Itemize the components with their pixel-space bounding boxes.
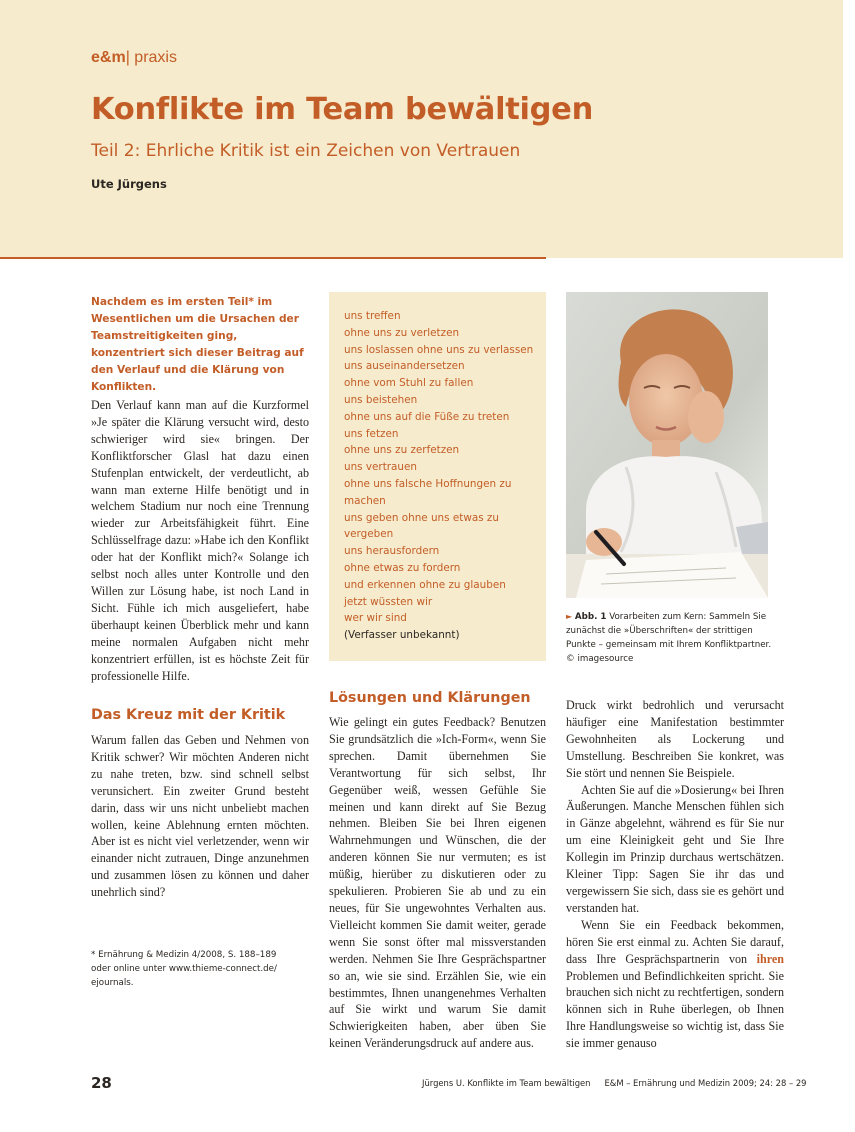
header-rule: [0, 257, 546, 259]
triangle-icon: ►: [566, 612, 573, 621]
poem-line: ohne uns falsche Hoffnungen zu: [344, 477, 512, 490]
article-subtitle: Teil 2: Ehrliche Kritik ist ein Zeichen von Vertrauen: [91, 141, 521, 161]
poem-line: ohne etwas zu fordern: [344, 561, 461, 574]
poem-line: uns herausfordern: [344, 545, 440, 558]
poem-line: und erkennen ohne zu glauben: [344, 578, 506, 591]
poem-line: uns geben ohne uns etwas zu: [344, 511, 499, 524]
poem-line: uns loslassen ohne uns zu verlassen: [344, 343, 534, 356]
body-paragraph: Wie gelingt ein gutes Feedback? Benutzen Sie grundsätzlich die »Ich-Form«, wenn Sie sprechen. Damit übernehmen Sie Verantwortung für sich selbst, Ihr Gegenüber weiß, wessen Gefühle Sie meinen und kann direkt auf Sie Bezug nehmen. Bleiben Sie bei Ihren eigenen Wahrnehmungen und Wünschen, die der anderen können Sie nur vermuten; es ist müßig, hierüber zu diskutieren oder zu spekulieren. Probieren Sie ab und zu ein neues, für Sie ungewohntes Verhalten aus. Vielleicht kommen Sie damit weiter, gerade wenn Sie sonst öfter mal missverstanden werden. Nehmen Sie Ihre Gesprächspartner so an, wie sie sind. Erzählen Sie, wie ein bestimmtes, Ihnen unangenehmes Verhalten auf Sie wirkt und warum Sie damit Schwierigkeiten haben, aber üben Sie keinen Veränderungsdruck auf andere aus.: [329, 715, 546, 1051]
poem-line: ohne uns auf die Füße zu treten: [344, 410, 510, 423]
article-title: Konflikte im Team bewältigen: [91, 92, 593, 127]
citation-left: Jürgens U. Konflikte im Team bewältigen: [422, 1078, 591, 1088]
section-label: [91, 49, 177, 67]
poem-line: uns treffen: [344, 310, 401, 322]
paragraph-start: Wenn Sie ein Feedback bekommen, hören Sie erst einmal zu. Achten Sie darauf, dass Ihre Gesprächspartnerin von: [566, 917, 784, 966]
col1-paragraph-1: [91, 397, 309, 684]
body-paragraph: [566, 917, 784, 1052]
poem-line: uns auseinandersetzen: [344, 360, 465, 373]
poem-source: (Verfasser unbekannt): [344, 629, 460, 642]
col3-text: [566, 697, 784, 1052]
lead-paragraph: Nachdem es im ersten Teil* im Wesentlichen um die Ursachen der Teamstreitigkeiten ging, konzentriert sich dieser Beitrag auf den Verlauf und die Klärung von Konflikten.: [91, 296, 304, 393]
paragraph-end: Problemen und Befindlichkeiten spricht. Sie brauchen sich nicht zu rechtfertigen, sondern können sich in Ruhe überlegen, ob Ihnen Ihre Handlungsweise so wichtig ist, dass Sie sie immer genauso: [566, 968, 784, 1051]
page-number: 28: [91, 1074, 112, 1092]
section-name: praxis: [134, 49, 177, 66]
section-separator: |: [125, 49, 130, 66]
article-photo: [566, 292, 768, 598]
emphasis-ihren: ihren: [756, 951, 784, 966]
body-paragraph: Druck wirkt bedrohlich und verursacht häufiger eine Manifestation bestimmter Gewohnheiten als Lockerung und Umstellung. Beschreiben Sie konkret, was Sie stört und nennen Sie Beispiele.: [566, 698, 784, 780]
footnote-line: ejournals.: [91, 978, 134, 988]
footnote: [91, 948, 309, 990]
heading-loesungen: Lösungen und Klärungen: [329, 690, 531, 706]
poem-line: uns vertrauen: [344, 461, 417, 474]
poem-line: jetzt wüssten wir: [344, 595, 433, 608]
image-credit: © imagesource: [566, 654, 634, 664]
figure-label: Abb. 1: [574, 612, 607, 622]
footer-citation: [422, 1078, 807, 1088]
body-paragraph: Den Verlauf kann man auf die Kurzformel »Je später die Klärung versucht wird, desto schwieriger wird sie« bringen. Der Konfliktforscher Glasl hat dazu einen Stufenplan entwickelt, der verdeutlicht, ab wann man externe Hilfe benötigt und in welchem Stadium nur noch eine Trennung wieder zur Arbeitsfähigkeit führt. Eine Schlüsselfrage dazu: »Habe ich den Konflikt oder hat der Konflikt mich?« Solange ich selbst noch alles unter Kontrolle und den Willen zur Lösung habe, ist noch Land in Sicht. Fühle ich mich ausgeliefert, habe überhaupt keinen Überblick mehr und kann meine normalen Aufgaben nicht mehr konzentriert erfüllen, ist es höchste Zeit für professionelle Hilfe.: [91, 398, 309, 683]
poem-line: uns beistehen: [344, 393, 418, 406]
poem-line: ohne uns zu zerfetzen: [344, 444, 460, 457]
figure-caption: [566, 610, 784, 666]
author-name: Ute Jürgens: [91, 177, 167, 191]
footnote-line[interactable]: oder online unter www.thieme-connect.de/: [91, 964, 277, 974]
poem-line: ohne vom Stuhl zu fallen: [344, 377, 474, 390]
poem: [344, 308, 544, 644]
header-band: [0, 0, 843, 258]
poem-line: ohne uns zu verletzen: [344, 326, 460, 339]
heading-kritik: Das Kreuz mit der Kritik: [91, 707, 286, 723]
caption-text: Vorarbeiten zum Kern: Sammeln Sie zunächst die »Überschriften« der strittigen Punkte – gemeinsam mit Ihrem Konfliktpartner.: [566, 612, 772, 650]
poem-line: wer wir sind: [344, 612, 407, 625]
poem-line: vergeben: [344, 528, 394, 541]
body-paragraph: Achten Sie auf die »Dosierung« bei Ihren Äußerungen. Manche Menschen fühlen sich in Gänze abgelehnt, während es für Sie nur um eine Kleinigkeit geht und Sie Ihre Kollegin im Prinzip durchaus wertschätzen. Kleiner Tipp: Sagen Sie ihr das und vergewissern Sie sich, dass sie es gehört und verstanden hat.: [566, 782, 784, 915]
body-paragraph: Warum fallen das Geben und Nehmen von Kritik schwer? Wir möchten Anderen nicht zu nahe treten, bzw. sind schnell selbst verunsichert. Ein zweiter Grund besteht darin, dass wir uns nicht unbeliebt machen wollen, keine Ablehnung ernten möchten. Aber ist es nicht viel verletzender, wenn wir einander nicht zutrauen, Dinge anzunehmen und zusammen lösen zu können und daher unehrlich sind?: [91, 733, 309, 900]
footnote-line: * Ernährung & Medizin 4/2008, S. 188–189: [91, 950, 277, 960]
poem-line: machen: [344, 494, 386, 507]
citation-right: E&M – Ernährung und Medizin 2009; 24: 28 – 29: [604, 1078, 807, 1088]
col2-paragraph: [329, 714, 546, 1052]
section-brand: e&m: [91, 49, 126, 66]
col1-paragraph-2: [91, 732, 309, 901]
poem-line: uns fetzen: [344, 427, 399, 440]
